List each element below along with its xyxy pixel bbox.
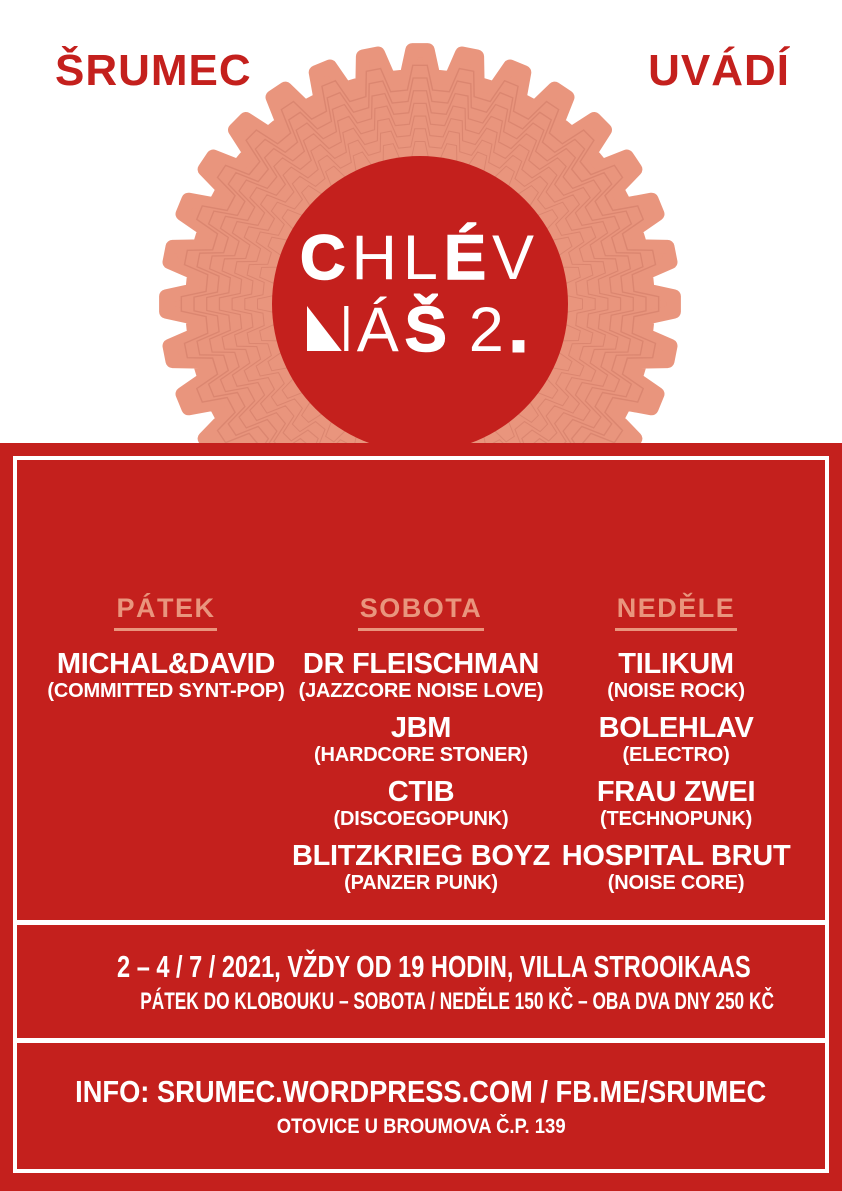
- price-line: PÁTEK DO KLOBOUKU – SOBOTA / NEDĚLE 150 KČ – OBA DVA DNY 250 KČ: [140, 987, 774, 1015]
- act: [550, 713, 802, 767]
- act-genre: (PANZER PUNK): [344, 872, 498, 894]
- stylized-letter-n-icon: [307, 306, 349, 351]
- act-name: CTIB: [387, 776, 455, 808]
- contact-line-wrap: [17, 1071, 825, 1113]
- act-name: BOLEHLAV: [598, 712, 754, 744]
- day-header-wrap: [292, 595, 550, 631]
- day-column-saturday: [292, 595, 550, 905]
- date-line-wrap: [17, 947, 825, 987]
- event-logo: [220, 222, 620, 366]
- act: [292, 777, 550, 831]
- act-name: FRAU ZWEI: [596, 776, 756, 808]
- logo-letter: 2: [468, 295, 510, 365]
- act-genre: (TECHNOPUNK): [600, 808, 753, 830]
- act: [550, 777, 802, 831]
- lineup-panel: [40, 595, 802, 905]
- act-name: HOSPITAL BRUT: [561, 840, 791, 872]
- day-header: PÁTEK: [114, 595, 217, 631]
- act: [40, 649, 292, 703]
- day-header-wrap: [550, 595, 802, 631]
- act-genre: (NOISE CORE): [607, 872, 745, 894]
- address-line: OTOVICE U BROUMOVA Č.P. 139: [276, 1115, 566, 1138]
- day-header: SOBOTA: [358, 595, 485, 631]
- logo-letter: HL: [351, 223, 444, 293]
- main-panel: [0, 443, 842, 1191]
- act-genre: (ELECTRO): [622, 744, 730, 766]
- act: [292, 649, 550, 703]
- act: [292, 713, 550, 767]
- act: [292, 841, 550, 895]
- act: [550, 841, 802, 895]
- day-header: NEDĚLE: [615, 595, 738, 631]
- logo-line-1: [220, 222, 620, 294]
- address-line-wrap: [17, 1113, 825, 1141]
- logo-letter: C: [299, 223, 352, 293]
- act-name: DR FLEISCHMAN: [302, 648, 540, 680]
- logo-letter: É: [443, 223, 493, 293]
- day-column-sunday: [550, 595, 802, 905]
- logo-letter: Á: [356, 295, 405, 365]
- presents-label: UVÁDÍ: [648, 46, 790, 95]
- act-name: MICHAL&DAVID: [56, 648, 276, 680]
- price-line-wrap: [17, 987, 825, 1017]
- act-genre: (NOISE ROCK): [607, 680, 745, 702]
- contact-line: INFO: SRUMEC.WORDPRESS.COM / FB.ME/SRUMEC: [75, 1074, 767, 1109]
- act-name: TILIKUM: [618, 648, 734, 680]
- act-genre: (HARDCORE STONER): [314, 744, 529, 766]
- day-header-wrap: [40, 595, 292, 631]
- act-genre: (DISCOEGOPUNK): [333, 808, 509, 830]
- presenter-label: ŠRUMEC: [55, 46, 252, 95]
- act-name: BLITZKRIEG BOYZ: [291, 840, 551, 872]
- act: [550, 649, 802, 703]
- details-panel: [17, 925, 825, 1038]
- day-column-friday: [40, 595, 292, 905]
- logo-letter: Š: [404, 295, 453, 365]
- act-genre: (JAZZCORE NOISE LOVE): [298, 680, 544, 702]
- logo-letter: V: [492, 223, 541, 293]
- date-line: 2 – 4 / 7 / 2021, VŽDY OD 19 HODIN, VILLA STROOIKAAS: [117, 948, 751, 984]
- logo-period: .: [509, 295, 534, 365]
- info-panel: [17, 1043, 825, 1169]
- act-genre: (COMMITTED SYNT-POP): [47, 680, 285, 702]
- logo-line-2: [220, 294, 620, 366]
- act-name: JBM: [390, 712, 452, 744]
